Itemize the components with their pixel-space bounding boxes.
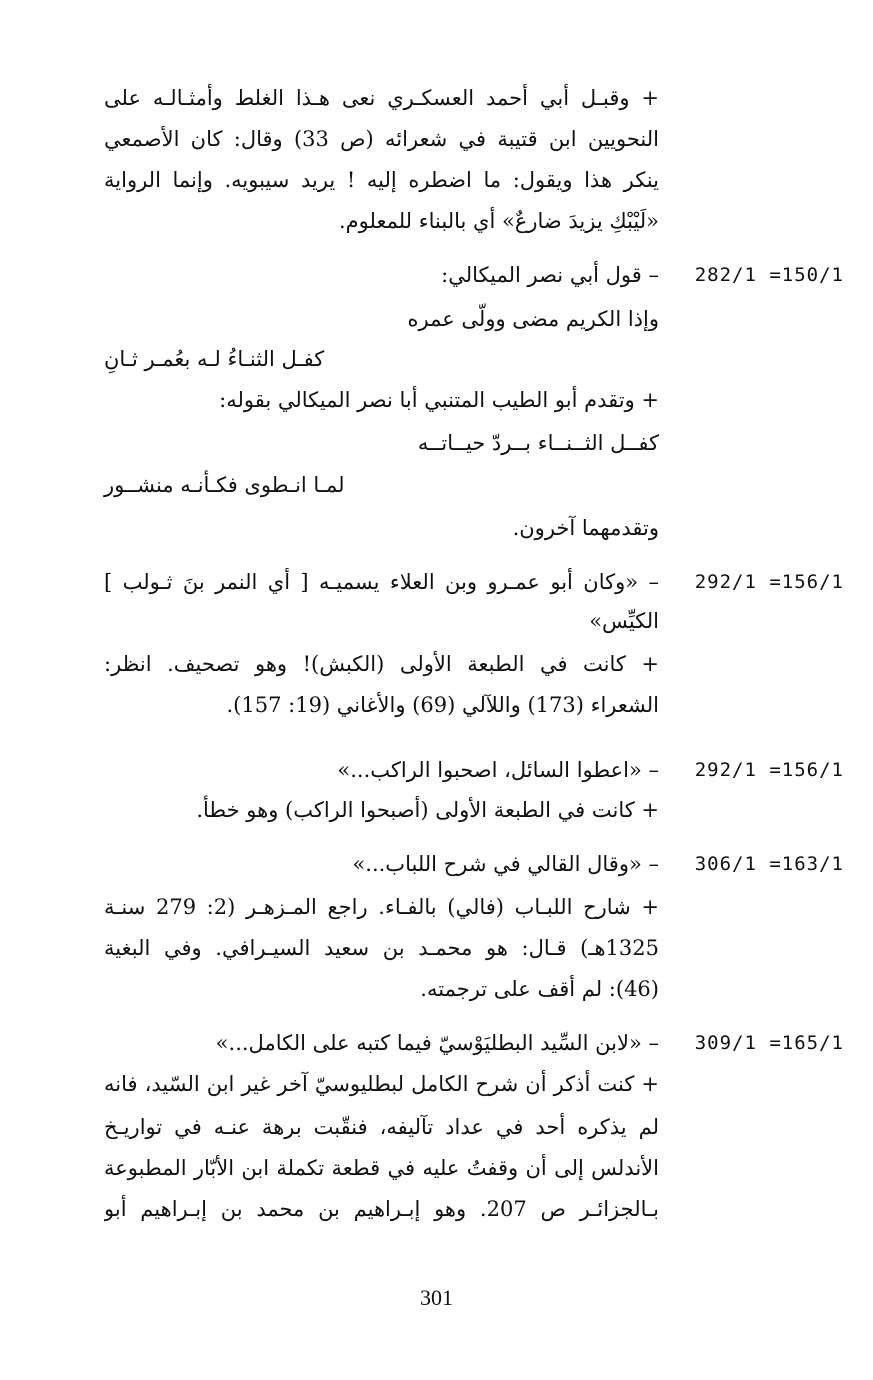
entry-reference: 292/1 =156/1: [694, 759, 844, 781]
entry-heading: الكيِّس»: [589, 609, 659, 633]
entry-heading: – قول أبي نصر الميكالي:: [441, 263, 659, 287]
note-line: 1325هـ) قـال: هو محمـد بن سعيد السيـرافي. وفي البغية: [104, 936, 659, 960]
intro-line: ينكر هذا ويقول: ما اضطره إليه ! يريد سيبويه. وإنما الرواية: [104, 168, 659, 192]
intro-line: النحويين ابن قتيبة في شعرائه (ص 33) وقال: كان الأصمعي: [104, 127, 659, 151]
note-line: وتقدمهما آخرون.: [512, 516, 659, 540]
entry-reference: 292/1 =156/1: [694, 571, 844, 593]
page-number: 301: [420, 1285, 453, 1310]
verse-line: لمـا انـطوى فكـأنـه منشــور: [104, 473, 345, 497]
note-line: + شارح اللبـاب (فالي) بالفـاء. راجع المـزهـر (2: 279 سنـة: [104, 895, 659, 919]
note-line: الأندلس إلى أن وقفتُ عليه في قطعة تكملة ابن الأبّار المطبوعة: [104, 1156, 659, 1180]
verse-line: وإذا الكريم مضى وولّى عمره: [407, 307, 659, 331]
entry-reference: 309/1 =165/1: [694, 1032, 844, 1054]
entry-heading: – «وكان أبو عمـرو وبن العلاء يسميـه [ أي النمر بنَ ثـولب ]: [104, 570, 659, 594]
entry-heading: – «وقال القالي في شرح اللباب...»: [352, 852, 659, 876]
verse-line: كفــل الثــنــاء بــردّ حيــاتــه: [417, 431, 659, 455]
intro-line: + وقبـل أبي أحمد العسكـري نعى هـذا الغلط وأمثـالـه على: [104, 86, 659, 110]
entry-reference: 306/1 =163/1: [694, 853, 844, 875]
entry-heading: – «لابن السِّيد البطليَوْسيّ فيما كتبه على الكامل...»: [215, 1031, 659, 1055]
note-line: لم يذكره أحد في عداد تآليفه، فنقّبت برهة عنـه في تواريـخ: [104, 1115, 659, 1139]
note-line: + كانت في الطبعة الأولى (أصبحوا الراكب) وهو خطأ.: [196, 798, 659, 822]
verse-line: كفـل الثنـاءُ لـه بعُمـر ثـانِ: [104, 347, 325, 371]
note-line: بـالجزائـر ص 207. وهو إبـراهيم بن محمد بن إبـراهيم أبو: [104, 1197, 659, 1221]
note-line: الشعراء (173) واللآلي (69) والأغاني (19: 157).: [226, 693, 659, 717]
note-line: + كنت أذكر أن شرح الكامل لبطليوسيّ آخر غير ابن السّيد، فانه: [104, 1072, 659, 1096]
intro-line: «لَيْبْكِ يزيدَ ضارعٌ» أي بالبناء للمعلوم.: [338, 209, 659, 233]
entry-heading: – «اعطوا السائل، اصحبوا الراكب...»: [337, 758, 659, 782]
note-line: (46): لم أقف على ترجمته.: [420, 977, 659, 1001]
note-line: + وتقدم أبو الطيب المتنبي أبا نصر الميكالي بقوله:: [219, 388, 659, 412]
entry-reference: 282/1 =150/1: [694, 264, 844, 286]
note-line: + كانت في الطبعة الأولى (الكبش)! وهو تصحيف. انظر:: [104, 652, 659, 676]
